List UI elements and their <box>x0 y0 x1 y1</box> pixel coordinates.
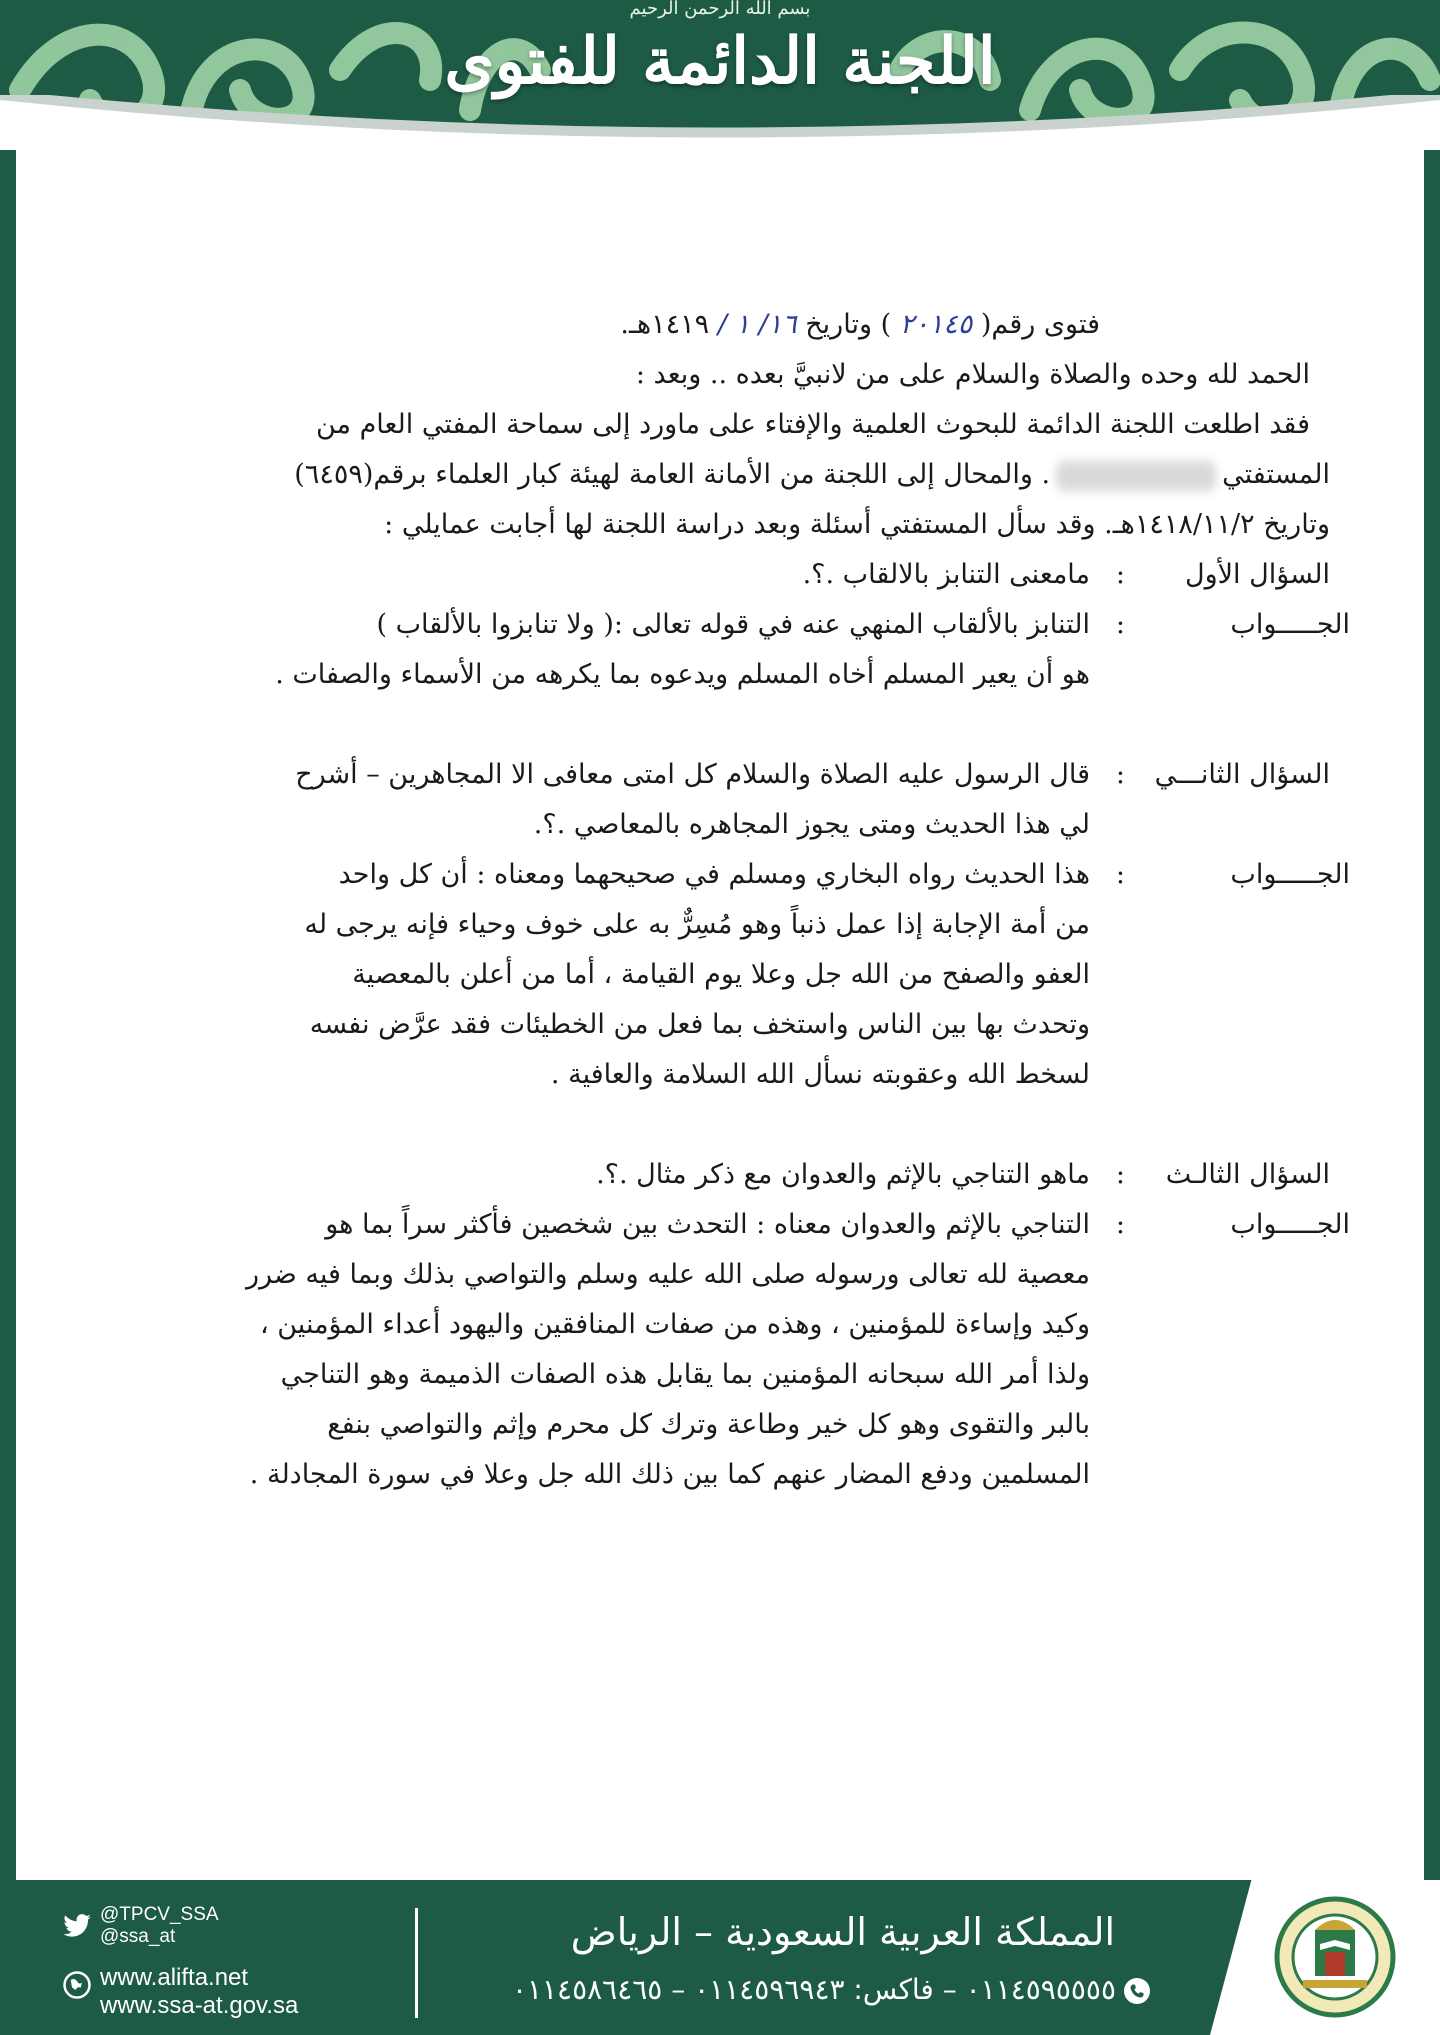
question-text: لي هذا الحديث ومتى يجوز المجاهره بالمعاصي .؟. <box>533 809 1090 840</box>
globe-icon <box>62 1970 92 2000</box>
redacted-name <box>1056 461 1216 491</box>
question-text: مامعنى التنابز بالالقاب .؟. <box>802 559 1090 590</box>
answer-line: معصية لله تعالى ورسوله صلى الله عليه وسلم والتواصي بذلك وبما فيه ضرر <box>245 1259 1090 1290</box>
answer-2: الجـــــواب : هذا الحديث رواه البخاري ومسلم في صحيحهما ومعناه : أن كل واحد من أمة الإجابة إذا عمل ذنباً وهو مُسِرٌّ به على خوف وحياء فإنه يرجى له العفو والصفح من الله جل وعلا يوم القيامة ، أما من أعلن بالمعصية وتحدث بها بين الناس واستخف بما فعل من الخطيئات فقد عرَّض نفسه لسخط الله وعقوبته نسأل الله السلامة والعافية . <box>90 850 1350 1100</box>
header-curve <box>0 95 1440 160</box>
page-border-right <box>1424 150 1440 1880</box>
question-1: السؤال الأول : مامعنى التنابز بالالقاب .؟. <box>90 550 1330 600</box>
answer-line: هذا الحديث رواه البخاري ومسلم في صحيحهما ومعناه : أن كل واحد <box>338 859 1090 890</box>
header-banner <box>0 0 1440 160</box>
website-link-1[interactable]: www.alifta.net <box>100 1964 249 1991</box>
intro-line-3 <box>90 450 1330 500</box>
answer-label: الجـــــواب <box>1230 859 1350 890</box>
answer-line: وكيد وإساءة للمؤمنين ، وهذه من صفات المنافقين واليهود أعداء المؤمنين ، <box>259 1309 1090 1340</box>
phone-text: ٠١١٤٥٩٥٥٥٥ – فاكس: ٠١١٤٥٩٦٩٤٣ – ٠١١٤٥٨٦٤٦٥ <box>511 1973 1116 2006</box>
committee-title: اللجنة الدائمة للفتوى <box>444 24 996 99</box>
question-2: السؤال الثانـــي : قال الرسول عليه الصلاة والسلام كل امتى معافى الا المجاهرين – أشرح لي هذا الحديث ومتى يجوز المجاهره بالمعاصي .؟. <box>90 750 1330 850</box>
basmala: بسم الله الرحمن الرحيم <box>629 0 811 19</box>
footer-divider <box>415 1908 418 2018</box>
answer-line: التناجي بالإثم والعدوان معناه : التحدث بين شخصين فأكثر سراً بما هو <box>325 1209 1090 1240</box>
answer-line: وتحدث بها بين الناس واستخف بما فعل من الخطيئات فقد عرَّض نفسه <box>309 1009 1090 1040</box>
answer-line: هو أن يعير المسلم أخاه المسلم ويدعوه بما يكرهه من الأسماء والصفات . <box>275 659 1090 690</box>
fatwa-number-line <box>90 300 1330 350</box>
answer-label: الجـــــواب <box>1230 1209 1350 1240</box>
intro-line-2: فقد اطلعت اللجنة الدائمة للبحوث العلمية والإفتاء على ماورد إلى سماحة المفتي العام من <box>315 409 1310 440</box>
answer-line: المسلمين ودفع المضار عنهم كما بين ذلك الله جل وعلا في سورة المجادلة . <box>249 1459 1090 1490</box>
phone-icon <box>1124 1978 1150 2004</box>
answer-label: الجـــــواب <box>1230 609 1350 640</box>
fatwa-year: ١٤١٩هـ. <box>620 309 710 340</box>
intro-line-4: وتاريخ ١٤١٨/١١/٢هـ. وقد سأل المستفتي أسئلة وبعد دراسة اللجنة لها أجابت عمايلي : <box>384 509 1330 540</box>
mustafti-label: المستفتي <box>1222 459 1330 490</box>
twitter-handle-1[interactable]: @TPCV_SSA <box>100 1904 219 1925</box>
emblem-panel <box>1210 1880 1440 2035</box>
twitter-handle-2[interactable]: @ssa_at <box>100 1926 176 1947</box>
answer-line: التنابز بالألقاب المنهي عنه في قوله تعالى :( ولا تنابزوا بالألقاب ) <box>376 609 1090 640</box>
question-label: السؤال الثالـث <box>1165 1159 1330 1190</box>
question-3: السؤال الثالـث : ماهو التناجي بالإثم والعدوان مع ذكر مثال .؟. <box>90 1150 1330 1200</box>
intro-line-1: الحمد لله وحده والصلاة والسلام على من لانبيَّ بعده .. وبعد : <box>635 359 1310 390</box>
question-text: قال الرسول عليه الصلاة والسلام كل امتى معافى الا المجاهرين – أشرح <box>295 759 1090 790</box>
answer-line: من أمة الإجابة إذا عمل ذنباً وهو مُسِرٌّ به على خوف وحياء فإنه يرجى له <box>304 909 1090 940</box>
answer-line: ولذا أمر الله سبحانه المؤمنين بما يقابل هذه الصفات الذميمة وهو التناجي <box>280 1359 1090 1390</box>
answer-3: الجـــــواب : التناجي بالإثم والعدوان معناه : التحدث بين شخصين فأكثر سراً بما هو معصية لله تعالى ورسوله صلى الله عليه وسلم والتواصي بذلك وبما فيه ضرر وكيد وإساءة للمؤمنين ، وهذه من صفات المنافقين واليهود أعداء المؤمنين ، ولذا أمر الله سبحانه المؤمنين بما يقابل هذه الصفات الذميمة وهو التناجي بالبر والتقوى وهو كل خير وطاعة وترك كل محرم وإثم والتواصي بنفع المسلمين ودفع المضار عنهم كما بين ذلك الله جل وعلا في سورة المجادلة . <box>90 1200 1350 1500</box>
answer-line: لسخط الله وعقوبته نسأل الله السلامة والعافية . <box>550 1059 1090 1090</box>
answer-line: العفو والصفح من الله جل وعلا يوم القيامة ، أما من أعلن بالمعصية <box>352 959 1090 990</box>
page-border-left <box>0 150 16 1880</box>
answer-1: الجـــــواب : التنابز بالألقاب المنهي عنه في قوله تعالى :( ولا تنابزوا بالألقاب ) هو أن يعير المسلم أخاه المسلم ويدعوه بما يكرهه من الأسماء والصفات . <box>90 600 1350 700</box>
fatwa-middle: ) وتاريخ <box>805 309 892 340</box>
fatwa-prefix: فتوى رقم( <box>980 309 1100 340</box>
fatwa-date-handwritten: ١٦/ ١ / <box>717 309 797 340</box>
website-link-2[interactable]: www.ssa-at.gov.sa <box>100 1992 299 2019</box>
twitter-icon <box>62 1910 92 1940</box>
footer <box>0 1880 1440 2035</box>
fatwa-number-handwritten: ٢٠١٤٥ <box>899 309 973 340</box>
question-text: ماهو التناجي بالإثم والعدوان مع ذكر مثال .؟. <box>596 1159 1090 1190</box>
phone-numbers <box>512 1973 1150 2006</box>
question-label: السؤال الثانـــي <box>1154 759 1330 790</box>
referral-text: . والمحال إلى اللجنة من الأمانة العامة لهيئة كبار العلماء برقم(٦٤٥٩) <box>294 459 1051 490</box>
question-label: السؤال الأول <box>1184 559 1330 590</box>
answer-line: بالبر والتقوى وهو كل خير وطاعة وترك كل محرم وإثم والتواصي بنفع <box>327 1409 1090 1440</box>
country-city: المملكة العربية السعودية – الرياض <box>570 1910 1115 1954</box>
presidency-emblem <box>1270 1892 1400 2022</box>
fatwa-document <box>90 300 1350 1500</box>
